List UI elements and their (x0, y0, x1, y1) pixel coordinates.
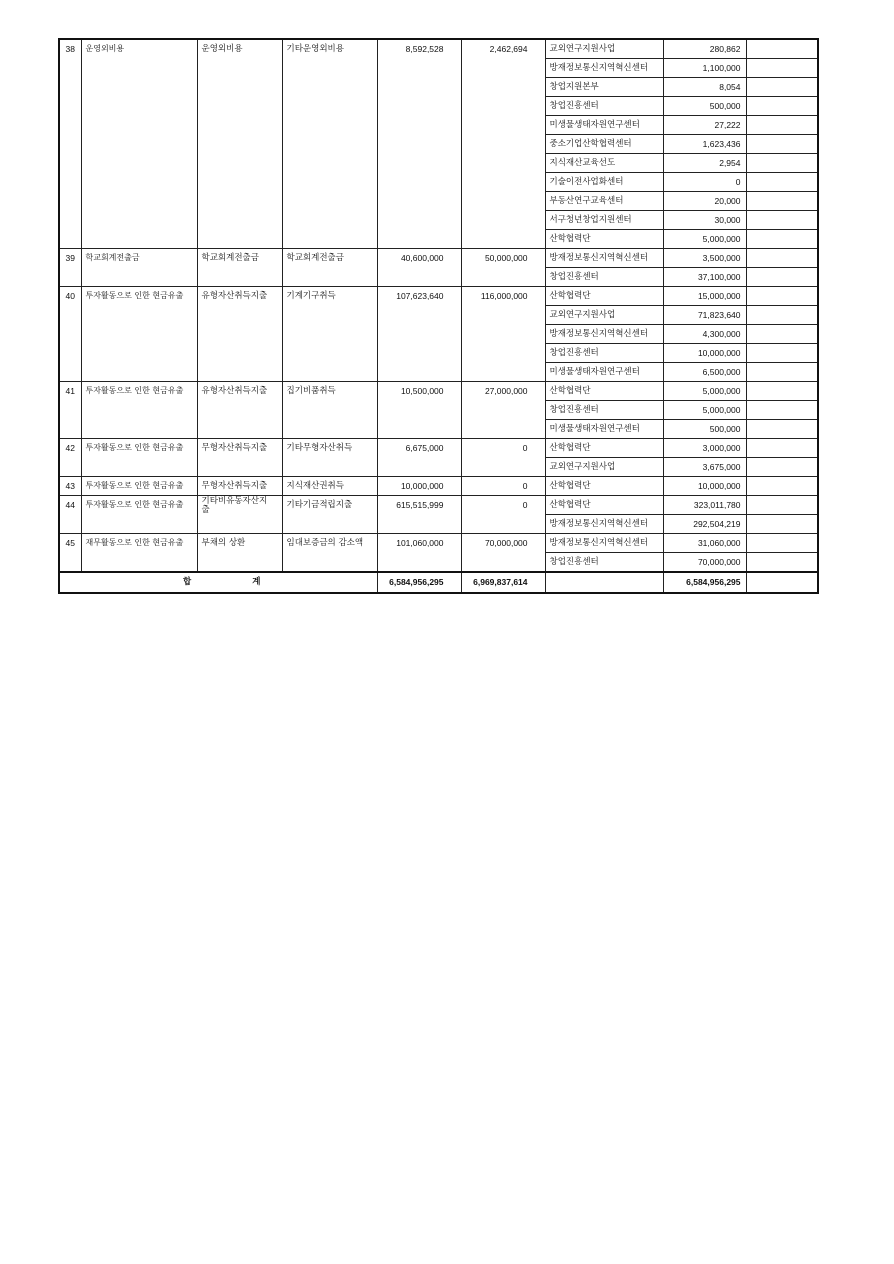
amount-2-cell: 0 (461, 439, 545, 477)
total-row (59, 572, 818, 593)
table-row (59, 382, 818, 401)
department-cell: 창업진흥센터 (545, 344, 663, 363)
ledger-body (59, 39, 818, 572)
blank-cell (746, 78, 818, 97)
department-cell: 교외연구지원사업 (545, 306, 663, 325)
department-amount-cell: 5,000,000 (663, 382, 746, 401)
blank-cell (746, 534, 818, 553)
row-number: 43 (59, 477, 81, 496)
amount-1-cell: 6,675,000 (377, 439, 461, 477)
amount-2-cell: 116,000,000 (461, 287, 545, 382)
department-amount-cell: 5,000,000 (663, 401, 746, 420)
department-amount-cell: 0 (663, 173, 746, 192)
blank-cell (746, 306, 818, 325)
department-amount-cell: 30,000 (663, 211, 746, 230)
amount-2-cell: 0 (461, 477, 545, 496)
department-cell: 창업진흥센터 (545, 268, 663, 287)
table-row (59, 287, 818, 306)
gwan-cell: 투자활동으로 인한 현금유출 (81, 382, 197, 439)
gwan-cell: 학교회계전출금 (81, 249, 197, 287)
hang-cell: 유형자산취득지출 (197, 382, 282, 439)
blank-cell (746, 268, 818, 287)
table-row (59, 39, 818, 59)
table-row (59, 534, 818, 553)
blank-cell (746, 325, 818, 344)
department-amount-cell: 10,000,000 (663, 477, 746, 496)
department-cell: 교외연구지원사업 (545, 39, 663, 59)
amount-2-cell: 70,000,000 (461, 534, 545, 573)
department-cell: 중소기업산학협력센터 (545, 135, 663, 154)
department-amount-cell: 323,011,780 (663, 496, 746, 515)
department-amount-cell: 1,623,436 (663, 135, 746, 154)
mok-cell: 기타무형자산취득 (282, 439, 377, 477)
gwan-cell: 투자활동으로 인한 현금유출 (81, 496, 197, 534)
mok-cell: 기계기구취득 (282, 287, 377, 382)
department-amount-cell: 71,823,640 (663, 306, 746, 325)
department-amount-cell: 5,000,000 (663, 230, 746, 249)
department-amount-cell: 20,000 (663, 192, 746, 211)
blank-cell (746, 420, 818, 439)
amount-2-cell: 0 (461, 496, 545, 534)
department-amount-cell: 27,222 (663, 116, 746, 135)
department-amount-cell: 3,500,000 (663, 249, 746, 268)
department-amount-cell: 6,500,000 (663, 363, 746, 382)
table-row (59, 477, 818, 496)
ledger-footer (59, 572, 818, 593)
blank-cell (746, 401, 818, 420)
row-number: 38 (59, 39, 81, 249)
blank-cell (746, 230, 818, 249)
department-cell: 창업진흥센터 (545, 97, 663, 116)
hang-cell: 무형자산취득지출 (197, 477, 282, 496)
blank-cell (746, 116, 818, 135)
total-label-2: 계 (252, 577, 261, 587)
table-row (59, 439, 818, 458)
total-blank-cell (746, 572, 818, 593)
blank-cell (746, 154, 818, 173)
department-cell: 미생물생태자원연구센터 (545, 363, 663, 382)
gwan-cell: 투자활동으로 인한 현금유출 (81, 477, 197, 496)
department-amount-cell: 500,000 (663, 420, 746, 439)
amount-1-cell: 8,592,528 (377, 39, 461, 249)
department-cell: 교외연구지원사업 (545, 458, 663, 477)
department-amount-cell: 4,300,000 (663, 325, 746, 344)
amount-1-cell: 101,060,000 (377, 534, 461, 573)
blank-cell (746, 553, 818, 573)
department-amount-cell: 70,000,000 (663, 553, 746, 573)
department-cell: 방재정보통신지역혁신센터 (545, 249, 663, 268)
total-label-1: 합 (183, 577, 192, 587)
department-amount-cell: 15,000,000 (663, 287, 746, 306)
mok-cell: 학교회계전출금 (282, 249, 377, 287)
department-amount-cell: 1,100,000 (663, 59, 746, 78)
blank-cell (746, 382, 818, 401)
amount-1-cell: 10,000,000 (377, 477, 461, 496)
department-amount-cell: 292,504,219 (663, 515, 746, 534)
department-cell: 미생물생태자원연구센터 (545, 116, 663, 135)
blank-cell (746, 59, 818, 78)
department-cell: 지식재산교육선도 (545, 154, 663, 173)
department-amount-cell: 3,000,000 (663, 439, 746, 458)
amount-2-cell: 50,000,000 (461, 249, 545, 287)
department-cell: 방재정보통신지역혁신센터 (545, 534, 663, 553)
blank-cell (746, 496, 818, 515)
mok-cell: 지식재산권취득 (282, 477, 377, 496)
mok-cell: 집기비품취득 (282, 382, 377, 439)
hang-cell: 유형자산취득지출 (197, 287, 282, 382)
department-cell: 방재정보통신지역혁신센터 (545, 515, 663, 534)
hang-cell: 운영외비용 (197, 39, 282, 249)
total-amount-2: 6,969,837,614 (461, 572, 545, 593)
row-number: 42 (59, 439, 81, 477)
row-number: 45 (59, 534, 81, 573)
blank-cell (746, 344, 818, 363)
department-cell: 산학협력단 (545, 439, 663, 458)
amount-1-cell: 10,500,000 (377, 382, 461, 439)
total-department-amount: 6,584,956,295 (663, 572, 746, 593)
hang-cell: 학교회계전출금 (197, 249, 282, 287)
blank-cell (746, 363, 818, 382)
department-amount-cell: 10,000,000 (663, 344, 746, 363)
mok-cell: 임대보증금의 감소액 (282, 534, 377, 573)
hang-cell: 무형자산취득지출 (197, 439, 282, 477)
department-cell: 서구청년창업지원센터 (545, 211, 663, 230)
department-amount-cell: 3,675,000 (663, 458, 746, 477)
row-number: 40 (59, 287, 81, 382)
gwan-cell: 투자활동으로 인한 현금유출 (81, 287, 197, 382)
blank-cell (746, 97, 818, 116)
blank-cell (746, 192, 818, 211)
department-cell: 산학협력단 (545, 496, 663, 515)
hang-cell: 기타비유동자산지출 (197, 496, 282, 534)
blank-cell (746, 515, 818, 534)
department-cell: 부동산연구교육센터 (545, 192, 663, 211)
row-number: 41 (59, 382, 81, 439)
gwan-cell: 재무활동으로 인한 현금유출 (81, 534, 197, 573)
total-amount-1: 6,584,956,295 (377, 572, 461, 593)
amount-2-cell: 2,462,694 (461, 39, 545, 249)
blank-cell (746, 287, 818, 306)
total-label-cell (59, 572, 377, 593)
department-amount-cell: 2,954 (663, 154, 746, 173)
amount-2-cell: 27,000,000 (461, 382, 545, 439)
department-amount-cell: 280,862 (663, 39, 746, 59)
blank-cell (746, 477, 818, 496)
table-row (59, 496, 818, 515)
department-amount-cell: 31,060,000 (663, 534, 746, 553)
blank-cell (746, 458, 818, 477)
department-cell: 창업진흥센터 (545, 553, 663, 573)
department-cell: 산학협력단 (545, 477, 663, 496)
mok-cell: 기타기금적립지출 (282, 496, 377, 534)
blank-cell (746, 211, 818, 230)
department-amount-cell: 500,000 (663, 97, 746, 116)
department-cell: 방재정보통신지역혁신센터 (545, 59, 663, 78)
blank-cell (746, 439, 818, 458)
mok-cell: 기타운영외비용 (282, 39, 377, 249)
amount-1-cell: 615,515,999 (377, 496, 461, 534)
department-cell: 기술이전사업화센터 (545, 173, 663, 192)
row-number: 39 (59, 249, 81, 287)
gwan-cell: 투자활동으로 인한 현금유출 (81, 439, 197, 477)
blank-cell (746, 135, 818, 154)
department-cell: 산학협력단 (545, 230, 663, 249)
department-cell: 산학협력단 (545, 382, 663, 401)
department-cell: 창업진흥센터 (545, 401, 663, 420)
ledger-table (58, 38, 819, 594)
blank-cell (746, 173, 818, 192)
total-department-blank (545, 572, 663, 593)
gwan-cell: 운영외비용 (81, 39, 197, 249)
department-amount-cell: 8,054 (663, 78, 746, 97)
amount-1-cell: 40,600,000 (377, 249, 461, 287)
department-cell: 산학협력단 (545, 287, 663, 306)
blank-cell (746, 39, 818, 59)
row-number: 44 (59, 496, 81, 534)
department-cell: 창업지원본부 (545, 78, 663, 97)
hang-cell: 부채의 상환 (197, 534, 282, 573)
department-cell: 미생물생태자원연구센터 (545, 420, 663, 439)
blank-cell (746, 249, 818, 268)
table-row (59, 249, 818, 268)
department-cell: 방재정보통신지역혁신센터 (545, 325, 663, 344)
department-amount-cell: 37,100,000 (663, 268, 746, 287)
amount-1-cell: 107,623,640 (377, 287, 461, 382)
